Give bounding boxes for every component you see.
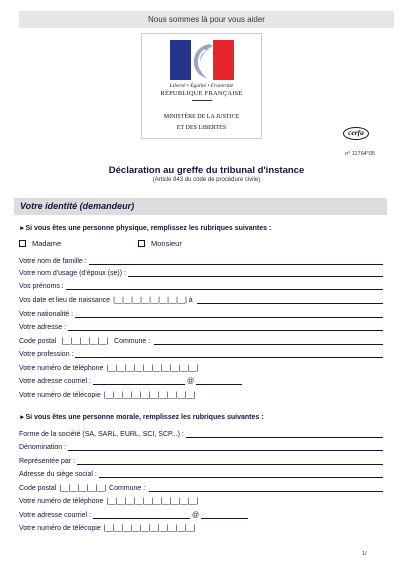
courriel-user-field[interactable] <box>93 377 185 385</box>
representee-row <box>19 456 385 466</box>
help-banner: Nous sommes là pour vous aider <box>19 11 394 28</box>
nationalite-field[interactable] <box>75 310 383 318</box>
form-title: Déclaration au greffe du tribunal d'instance <box>108 165 305 176</box>
madame-option[interactable] <box>19 239 61 248</box>
moral-telecopie-row <box>19 523 385 533</box>
adresse-label: Votre adresse : <box>19 324 67 331</box>
adresse-row <box>19 322 385 332</box>
nom-usage-label: Votre nom d'usage (d'époux (se)) : <box>19 270 126 277</box>
prenoms-label: Vos prénoms : <box>19 283 64 290</box>
nationalite-label: Votre nationalité : <box>19 311 74 318</box>
logo-divider <box>192 100 212 101</box>
physical-person-intro <box>19 225 271 232</box>
code-postal-label: Code postal <box>19 338 57 345</box>
moral-telephone-field[interactable]: |__|__|__|__|__|__|__|__|__|__| <box>106 498 199 505</box>
moral-courriel-domain-field[interactable] <box>201 511 248 519</box>
naissance-label: Vos date et lieu de naissance <box>19 297 111 304</box>
moral-telecopie-field[interactable]: |__|__|__|__|__|__|__|__|__|__| <box>103 525 196 532</box>
telephone-label: Votre numéro de téléphone <box>19 365 104 372</box>
form-number: n° 11764*05 <box>345 151 375 157</box>
profession-row <box>19 349 385 359</box>
telecopie-label: Votre numéro de télécopie <box>19 392 101 399</box>
madame-label: Madame <box>32 239 62 248</box>
moral-courriel-user-field[interactable] <box>93 511 190 519</box>
monsieur-option[interactable] <box>138 239 182 248</box>
moral-code-postal-label: Code postal <box>19 485 57 492</box>
telecopie-row <box>19 390 385 400</box>
adresse-field[interactable] <box>68 323 383 331</box>
courriel-row <box>19 376 249 386</box>
moral-code-postal-row <box>19 483 385 493</box>
naissance-date-field[interactable]: |__|__|__|__|__|__|__|__| <box>113 297 187 304</box>
republic-name: RÉPUBLIQUE FRANÇAISE <box>160 90 243 97</box>
nom-famille-row <box>19 256 385 266</box>
cerfa-logo: cerfa <box>343 127 369 140</box>
commune-field[interactable] <box>154 337 383 345</box>
french-flag-icon <box>170 40 234 80</box>
marianne-logo <box>141 33 262 139</box>
moral-commune-label: Commune : <box>109 485 146 492</box>
representee-field[interactable] <box>77 457 383 465</box>
moral-code-postal-field[interactable]: |__|__|__|__|__| <box>59 485 107 492</box>
moral-at-sign-label: @ <box>191 512 200 519</box>
prenoms-field[interactable] <box>66 282 383 290</box>
triangle-right-icon: ► <box>19 414 26 421</box>
triangle-right-icon: ► <box>19 225 26 232</box>
nom-famille-field[interactable] <box>89 257 383 265</box>
denomination-label: Dénomination : <box>19 444 67 451</box>
moral-person-intro-text: Si vous êtes une personne morale, remplissez les rubriques suivantes : <box>25 414 264 421</box>
moral-courriel-row <box>19 510 255 520</box>
courriel-domain-field[interactable] <box>196 377 242 385</box>
page-number: 1/ <box>362 551 367 557</box>
naissance-row <box>19 295 385 305</box>
nom-usage-field[interactable] <box>128 269 383 277</box>
ministry-name-line1: MINISTÈRE DE LA JUSTICE <box>163 114 240 120</box>
madame-checkbox[interactable] <box>19 240 26 247</box>
monsieur-label: Monsieur <box>151 239 182 248</box>
courriel-label: Votre adresse courriel : <box>19 378 91 385</box>
telephone-field[interactable]: |__|__|__|__|__|__|__|__|__|__| <box>106 365 199 372</box>
representee-label: Représentée par : <box>19 458 76 465</box>
nationalite-row <box>19 309 385 319</box>
naissance-lieu-field[interactable] <box>197 296 383 304</box>
form-subtitle: (Article 843 du code de procédure civile) <box>152 177 261 183</box>
siege-label: Adresse du siège social : <box>19 471 97 478</box>
moral-courriel-label: Votre adresse courriel : <box>19 512 91 519</box>
denomination-row <box>19 442 385 452</box>
at-sign-label: @ <box>186 378 195 385</box>
forme-societe-label: Forme de la société (SA, SARL, EURL, SCI, SCP...) : <box>19 431 184 438</box>
naissance-a-label: à <box>188 297 193 304</box>
republic-motto: Liberté • Égalité • Fraternité <box>169 83 234 89</box>
ministry-name-line2: ET DES LIBERTÉS <box>176 125 227 131</box>
siege-field[interactable] <box>99 470 383 478</box>
telecopie-field[interactable]: |__|__|__|__|__|__|__|__|__|__| <box>103 392 196 399</box>
code-postal-field[interactable]: |__|__|__|__|__| <box>61 338 109 345</box>
denomination-field[interactable] <box>68 443 383 451</box>
forme-societe-field[interactable] <box>186 430 383 438</box>
section-header-identity: Votre identité (demandeur) <box>14 198 387 215</box>
moral-telecopie-label: Votre numéro de télécopie <box>19 525 101 532</box>
profession-field[interactable] <box>75 350 383 358</box>
telephone-row <box>19 363 385 373</box>
code-postal-row <box>19 336 385 346</box>
civility-choice <box>19 239 319 250</box>
monsieur-checkbox[interactable] <box>138 240 145 247</box>
moral-commune-field[interactable] <box>149 484 383 492</box>
moral-person-intro <box>19 414 264 421</box>
nom-usage-row <box>19 268 385 278</box>
prenoms-row <box>19 281 385 291</box>
profession-label: Votre profession : <box>19 351 74 358</box>
physical-person-intro-text: Si vous êtes une personne physique, remplissez les rubriques suivantes : <box>25 225 272 232</box>
forme-societe-row <box>19 429 385 439</box>
moral-telephone-label: Votre numéro de téléphone <box>19 498 104 505</box>
siege-row <box>19 469 385 479</box>
nom-famille-label: Votre nom de famille : <box>19 258 87 265</box>
moral-telephone-row <box>19 496 385 506</box>
commune-label: Commune : <box>114 338 151 345</box>
